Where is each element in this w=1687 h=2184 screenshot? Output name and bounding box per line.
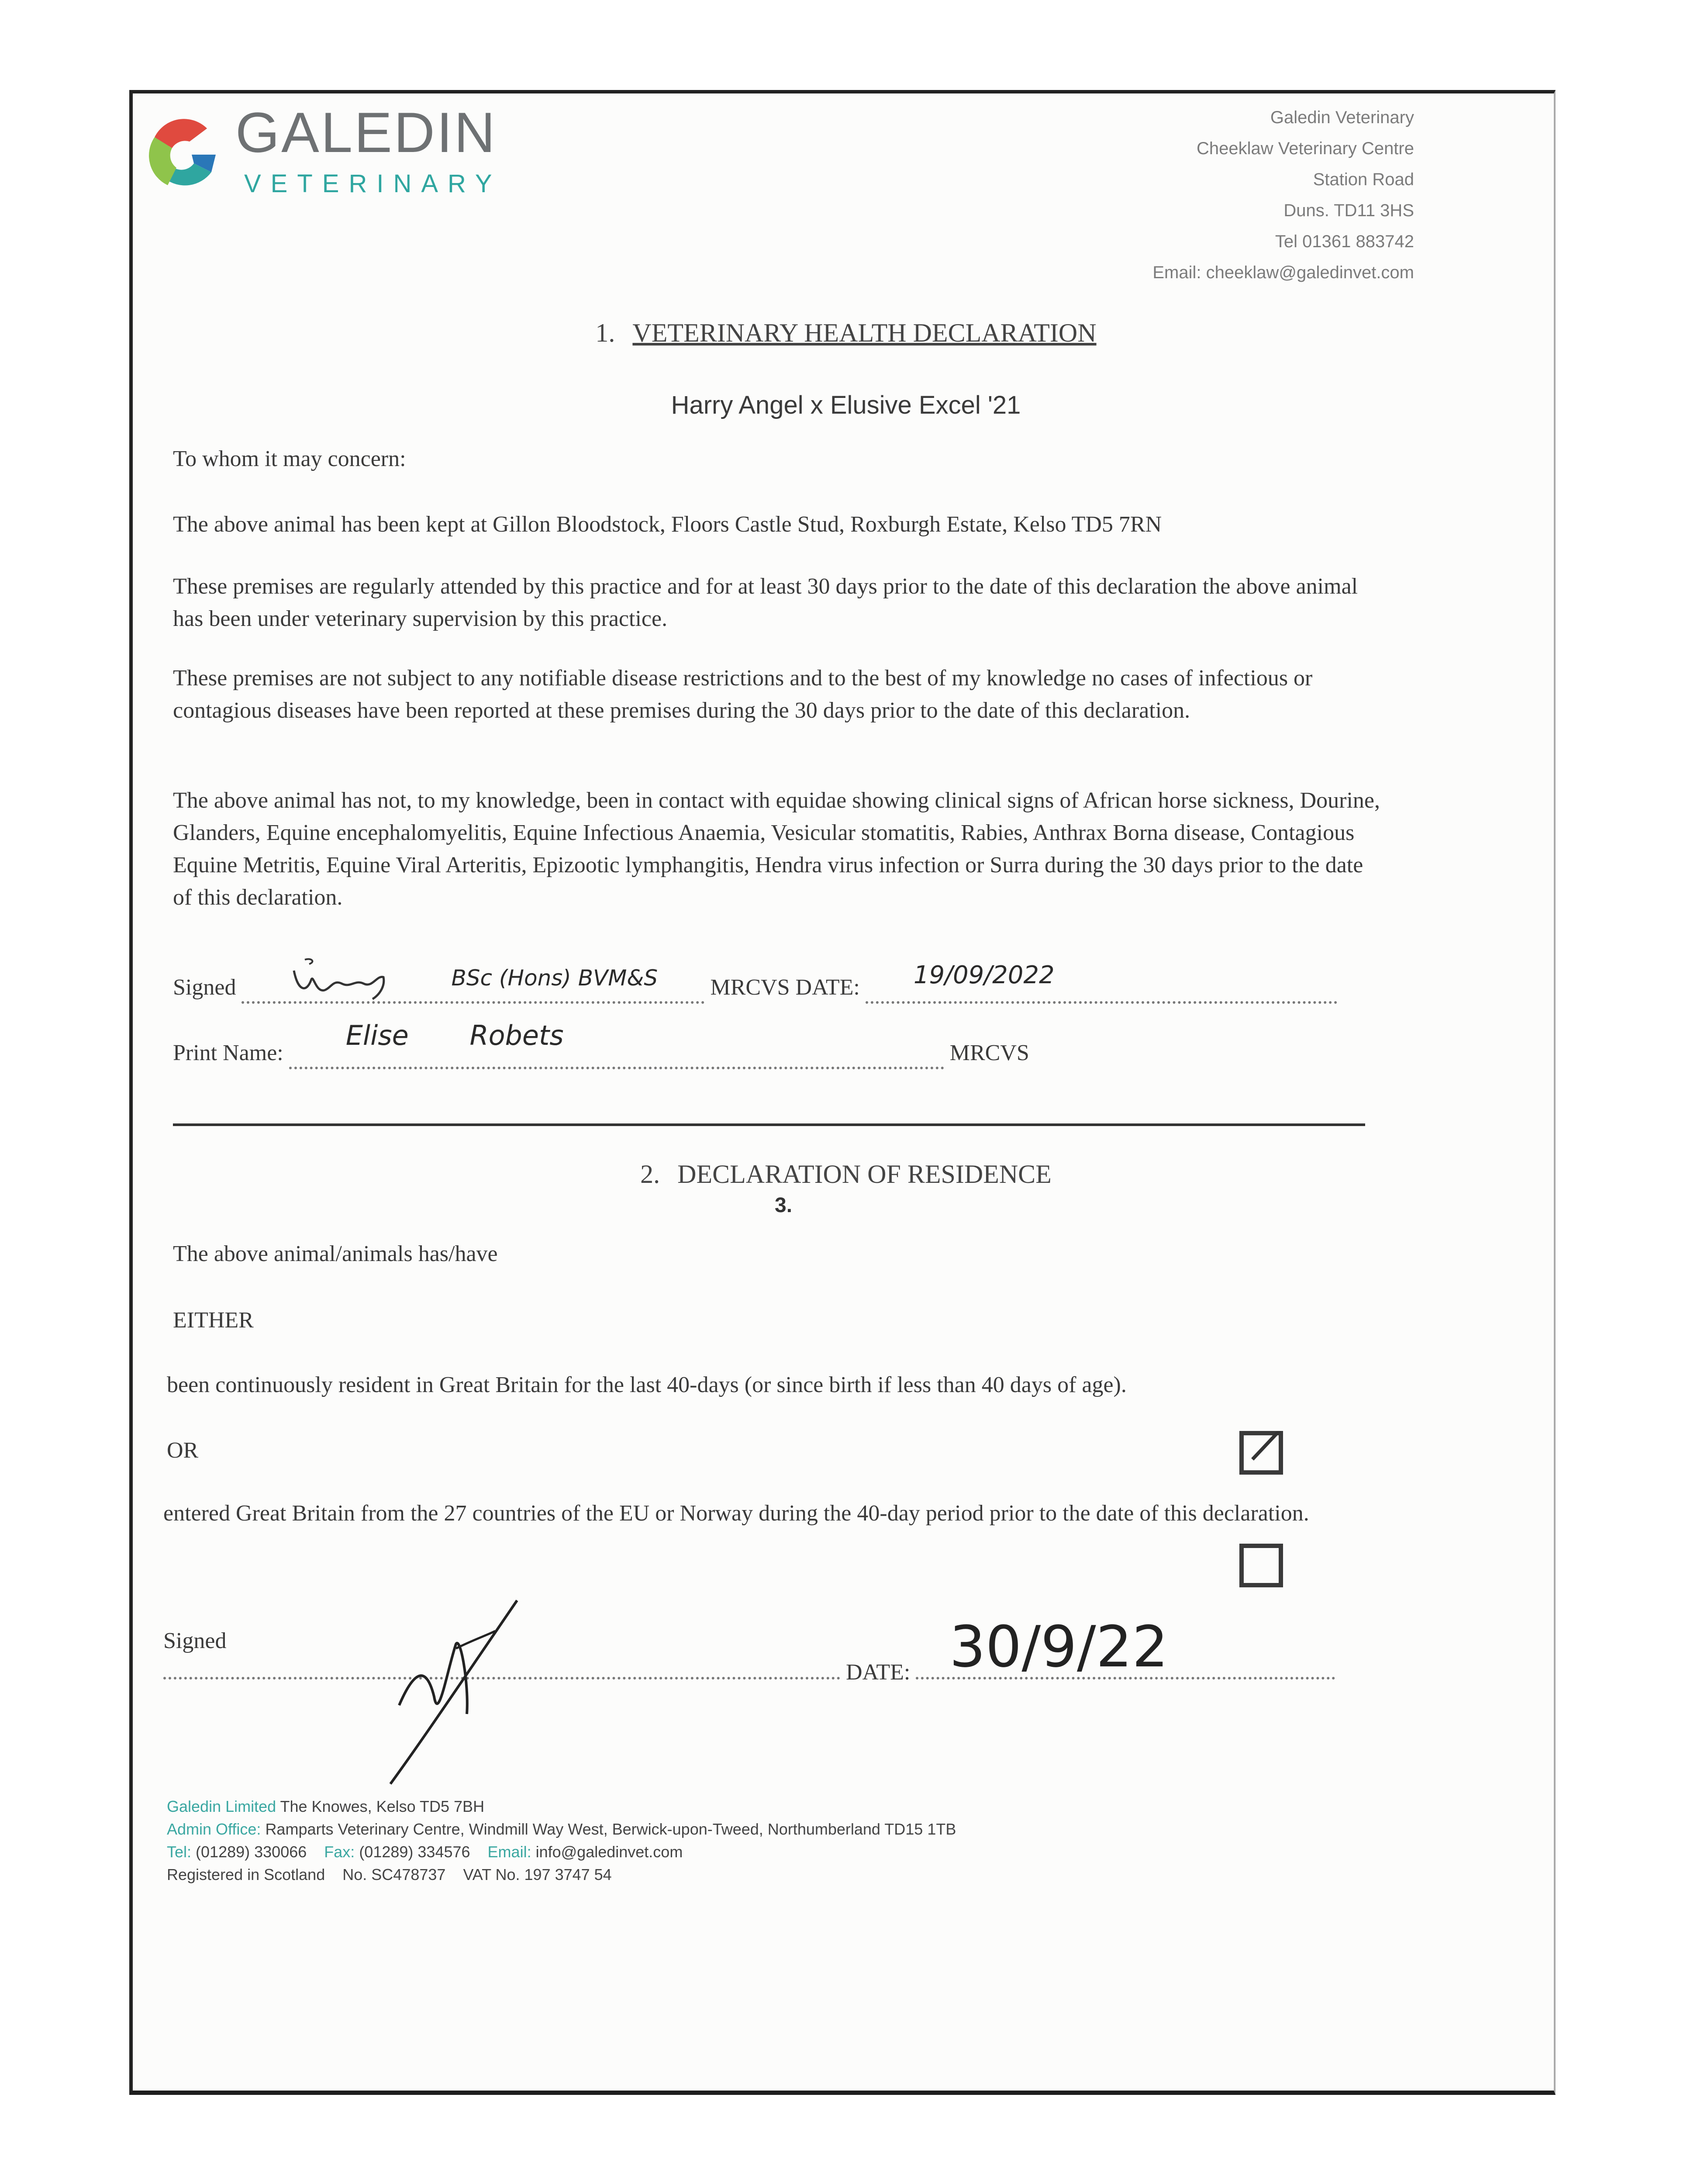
address-line: Tel 01361 883742 <box>1275 232 1414 251</box>
checkmark-icon <box>1239 1431 1283 1475</box>
mrcvs-date-field <box>866 961 1337 1004</box>
footer-tel-label: Tel: <box>167 1843 192 1861</box>
section2-heading <box>133 1159 1559 1189</box>
footer-company-address: The Knowes, Kelso TD5 7BH <box>280 1797 485 1815</box>
footer-line-registration <box>167 1863 956 1886</box>
company-footer <box>167 1795 956 1886</box>
footer-no-label: No. <box>342 1866 367 1883</box>
footer-line-admin <box>167 1818 956 1841</box>
address-line: Email: cheeklaw@galedinvet.com <box>1152 263 1414 282</box>
or-label: OR <box>167 1438 199 1463</box>
section1-heading <box>133 318 1559 348</box>
footer-registered: Registered in Scotland <box>167 1866 325 1883</box>
footer-email-label: Email: <box>487 1843 531 1861</box>
option1-text: been continuously resident in Great Britain for the last 40-days (or since birth if less than 40 days of age). <box>167 1372 1127 1397</box>
section2-number: 2. <box>640 1160 660 1189</box>
address-line: Cheeklaw Veterinary Centre <box>1196 139 1414 158</box>
mrcvs-date-value: 19/09/2022 <box>913 961 1055 989</box>
signed-label-2: Signed <box>163 1628 227 1653</box>
print-name-label: Print Name: <box>173 1040 283 1065</box>
signed-label: Signed <box>173 975 236 1000</box>
section1-title: VETERINARY HEALTH DECLARATION <box>632 318 1097 347</box>
brand-subtitle: VETERINARY <box>244 169 502 198</box>
footer-tel: (01289) 330066 <box>196 1843 307 1861</box>
section-divider <box>173 1123 1365 1126</box>
footer-admin-label: Admin Office: <box>167 1820 261 1838</box>
print-name-value: Elise Robets <box>345 1019 564 1051</box>
print-name-field <box>289 1019 944 1069</box>
date-label: DATE: <box>846 1660 911 1685</box>
address-line: Galedin Veterinary <box>1270 108 1414 127</box>
residence-intro: The above animal/animals has/have <box>173 1241 498 1266</box>
signature-qualifications: BSc (Hons) BVM&S <box>451 965 658 991</box>
either-label: EITHER <box>173 1308 254 1333</box>
option2-text: entered Great Britain from the 27 countries of the EU or Norway during the 40-day period prior to the date of this declaration. <box>163 1501 1309 1526</box>
vet-signature-scribble <box>290 953 421 1001</box>
signature-field <box>241 965 704 1004</box>
residence-signature-scribble <box>373 1596 556 1788</box>
address-line: Station Road <box>1313 170 1414 189</box>
mrcvs-label: MRCVS <box>949 1040 1029 1065</box>
contact-paragraph: The above animal has not, to my knowledge, been in contact with equidae showing clinical signs of African horse sickness, Dourine, Glanders, Equine encephalomyelitis, Equine Infectious Anaemia, Vesicular stomatitis, Rabies, Anthrax Borna disease, Contagious Equine Metritis, Equine Viral Arteritis, Epizootic lymphangitis, Hendra virus infection or Surra during the 30 days prior to the date of this declaration. <box>173 788 1380 910</box>
footer-vat-label: VAT No. <box>463 1866 520 1883</box>
residence-signature-dots <box>163 1659 1404 1685</box>
document-page <box>129 90 1556 2095</box>
footer-company-label: Galedin Limited <box>167 1797 276 1815</box>
residence-signature-line <box>163 1625 1377 1657</box>
brand-name: GALEDIN <box>235 100 497 164</box>
footer-fax-label: Fax: <box>324 1843 355 1861</box>
section2-title: DECLARATION OF RESIDENCE <box>677 1160 1052 1189</box>
footer-company-no: SC478737 <box>371 1866 446 1883</box>
address-line: Duns. TD11 3HS <box>1283 201 1414 220</box>
residence-date-value: 30/9/22 <box>949 1614 1169 1680</box>
stray-number: 3. <box>775 1194 793 1217</box>
footer-email: info@galedinvet.com <box>535 1843 683 1861</box>
premises-paragraph: The above animal has been kept at Gillon Bloodstock, Floors Castle Stud, Roxburgh Estate, Kelso TD5 7RN <box>173 512 1162 537</box>
option1-checkbox[interactable] <box>1239 1431 1283 1475</box>
footer-fax: (01289) 334576 <box>359 1843 470 1861</box>
footer-line-contact <box>167 1841 956 1863</box>
vet-signature-line <box>173 961 1387 1004</box>
footer-admin-address: Ramparts Veterinary Centre, Windmill Way West, Berwick-upon-Tweed, Northumberland TD15 1TB <box>265 1820 956 1838</box>
practice-address <box>1152 102 1414 288</box>
print-name-line <box>173 1019 1387 1069</box>
mrcvs-date-label: MRCVS DATE: <box>710 975 860 1000</box>
section1-number: 1. <box>595 318 615 347</box>
footer-vat-no: 197 3747 54 <box>524 1866 612 1883</box>
galedin-logo-icon <box>141 111 220 198</box>
supervision-paragraph: These premises are regularly attended by this practice and for at least 30 days prior to the date of this declaration the above animal has been under veterinary supervision by this practice. <box>173 574 1358 631</box>
footer-line-company <box>167 1795 956 1818</box>
salutation: To whom it may concern: <box>173 446 406 471</box>
animal-subject: Harry Angel x Elusive Excel '21 <box>671 391 1021 419</box>
disease-restriction-paragraph: These premises are not subject to any notifiable disease restrictions and to the best of my knowledge no cases of infectious or contagious diseases have been reported at these premises during the 30 days prior to the date of this declaration. <box>173 666 1313 723</box>
option2-checkbox[interactable] <box>1239 1544 1283 1587</box>
